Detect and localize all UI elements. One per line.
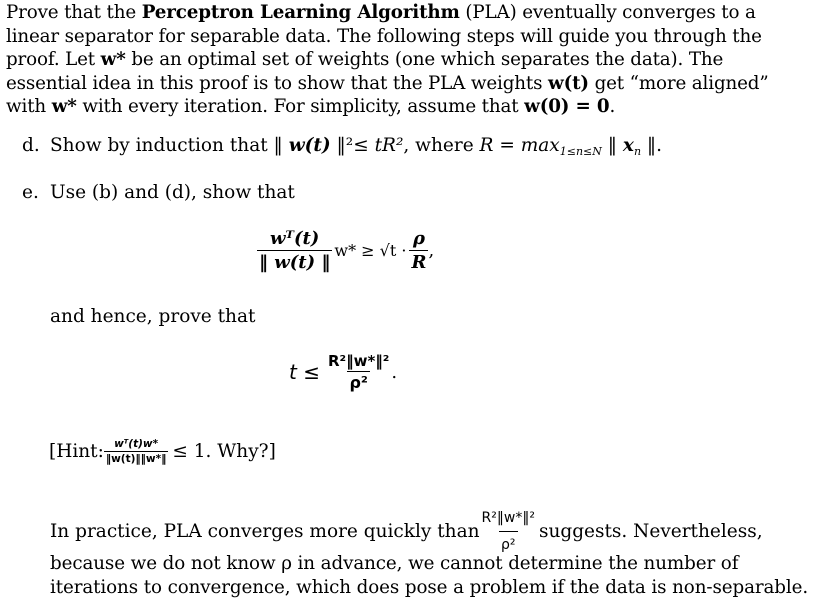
practice-denominator: ρ²	[499, 531, 518, 557]
iteration-bound-fraction	[326, 352, 391, 392]
item-d-wt: w(t)	[288, 135, 331, 156]
intro-text-5: with every iteration. For simplicity, assume that	[76, 96, 525, 118]
r-denominator: R	[411, 252, 427, 273]
iteration-bound-lhs: t ≤	[289, 360, 320, 384]
iteration-bound-denominator: ρ²	[349, 373, 368, 392]
pla-term: Perceptron Learning Algorithm	[141, 2, 460, 23]
hint	[49, 438, 276, 465]
item-d-text-1: Show by induction that ‖	[50, 135, 289, 156]
item-d-text-2: ‖²≤	[330, 135, 375, 156]
item-d-text-5: ‖.	[641, 135, 663, 156]
alignment-fraction	[257, 228, 332, 273]
wt-symbol: w(t)	[548, 72, 589, 94]
intro-text-2: (PLA) eventually converges to a linear separator for separable data. The following steps will guide you through the proof. Let	[6, 2, 762, 71]
item-d-xn: x	[622, 135, 634, 156]
hence-text: and hence, prove that	[50, 306, 256, 327]
item-e-text: Use (b) and (d), show that	[50, 182, 295, 203]
rho-numerator: ρ	[412, 228, 425, 249]
w-star-symbol: w*	[100, 49, 126, 71]
hint-open: [Hint:	[49, 441, 104, 462]
iteration-bound-period: .	[391, 361, 398, 383]
alignment-rhs: w* ≥ √t ·	[334, 241, 407, 260]
hint-denominator: ‖w(t)‖‖w*‖	[105, 453, 167, 465]
item-d	[22, 134, 662, 160]
item-d-tr2: tR²	[374, 135, 404, 156]
rho-over-r-fraction	[409, 228, 428, 273]
alignment-denominator: ‖ w(t) ‖	[259, 252, 331, 273]
w-star-symbol-2: w*	[51, 96, 77, 118]
hint-close: ≤ 1. Why?]	[172, 441, 276, 462]
practice-numerator: R²‖w*‖²	[481, 510, 535, 526]
alignment-comma: ,	[428, 240, 435, 261]
alignment-numerator: wᵀ(t)	[270, 228, 320, 249]
item-d-text-3: , where	[403, 135, 480, 156]
alignment-inequality	[257, 228, 434, 273]
intro-text-3: be an optimal set of weights (one which separates the data). The essential idea in this proof is to show that the PLA weights	[6, 49, 724, 94]
item-d-marker: d.	[22, 135, 40, 156]
intro-text-6: .	[609, 96, 616, 118]
intro-paragraph	[6, 1, 806, 119]
intro-text-4: get “more aligned” with	[6, 72, 769, 118]
item-e-marker: e.	[22, 182, 39, 203]
item-d-subscript: 1≤n≤N	[559, 145, 602, 158]
w0-expression: w(0) = 0	[524, 96, 610, 118]
practice-paragraph	[50, 506, 810, 557]
practice-line-1	[50, 506, 810, 557]
hint-numerator: wᵀ(t)w*	[114, 438, 159, 450]
item-d-text-4: ‖	[601, 135, 623, 156]
item-d-subscript-n: n	[633, 145, 642, 158]
iteration-bound	[289, 352, 397, 392]
practice-rest: because we do not know ρ in advance, we cannot determine the number of iterations to convergence, which does pose a problem if the data is non-separable.	[50, 553, 809, 598]
practice-before: In practice, PLA converges more quickly than	[50, 520, 480, 542]
item-e	[22, 181, 295, 205]
intro-text-1: Prove that the	[6, 2, 142, 23]
practice-after: suggests. Nevertheless,	[538, 520, 763, 542]
practice-fraction	[480, 506, 537, 557]
hint-fraction	[104, 438, 169, 465]
item-d-rmax: R = max	[479, 135, 560, 156]
iteration-bound-numerator: R²‖w*‖²	[327, 352, 390, 370]
